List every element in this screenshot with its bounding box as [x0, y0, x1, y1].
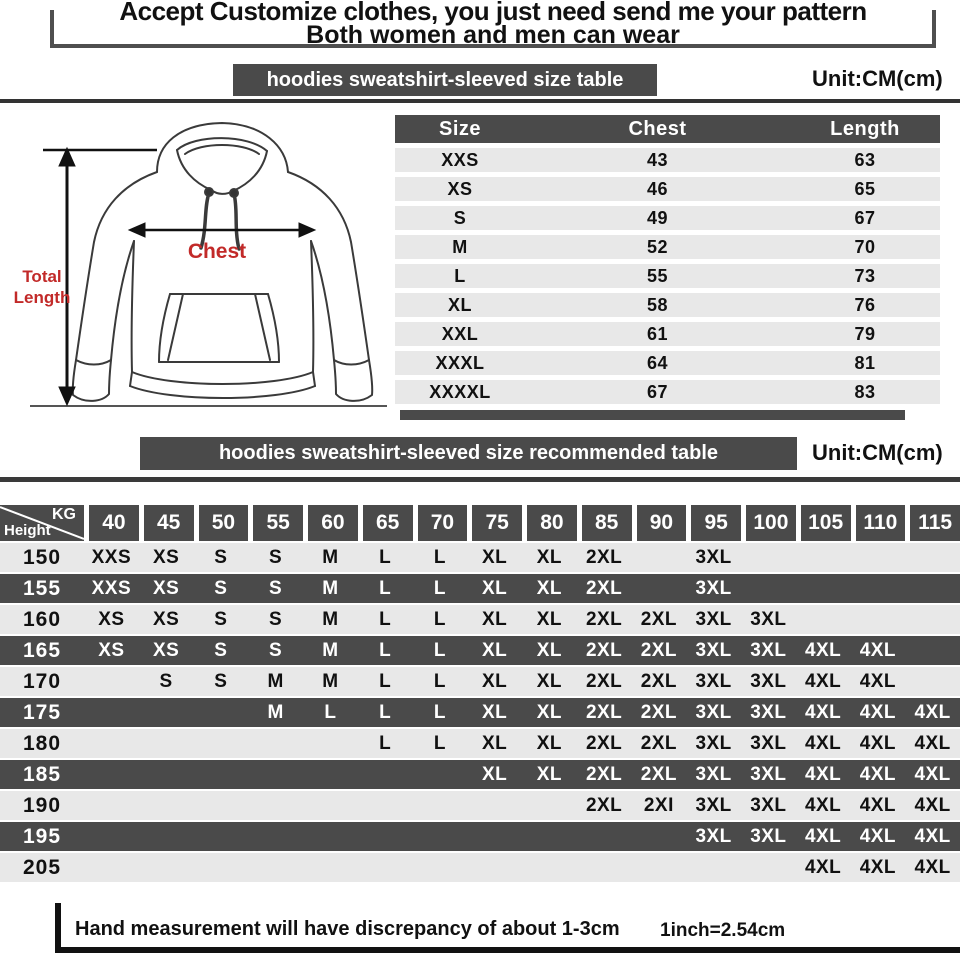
matrix-row — [0, 760, 960, 789]
matrix-row — [0, 574, 960, 603]
total-length-label-line1: Total — [22, 267, 62, 286]
matrix-size-cell: 2XL — [585, 763, 623, 785]
matrix-size-cell: S — [214, 670, 228, 692]
matrix-height-cell: 160 — [22, 607, 62, 631]
chest-label: Chest — [187, 240, 247, 263]
matrix-size-cell: 4XL — [914, 701, 951, 723]
size-table-cell-size: XXXL — [435, 352, 485, 373]
matrix-size-cell: XL — [481, 732, 508, 754]
matrix-size-cell: L — [379, 670, 392, 692]
matrix-size-cell: XS — [152, 546, 180, 568]
matrix-size-cell: 2XL — [585, 732, 623, 754]
size-table-cell-chest: 55 — [646, 265, 669, 286]
size-table-row — [395, 235, 940, 259]
matrix-size-cell: 4XL — [804, 763, 842, 785]
matrix-size-cell: M — [322, 670, 339, 692]
matrix-size-cell: 4XL — [804, 732, 842, 754]
size-table-cell-size: L — [454, 265, 466, 286]
matrix-size-cell: XL — [481, 670, 508, 692]
matrix-size-cell: L — [433, 546, 446, 568]
matrix-height-cell: 155 — [22, 576, 62, 600]
matrix-size-cell: M — [322, 546, 339, 568]
matrix-height-cell: 165 — [22, 638, 62, 662]
matrix-size-cell: 3XL — [695, 763, 732, 785]
matrix-size-cell: 4XL — [859, 670, 897, 692]
size-table-header-row — [395, 115, 940, 143]
matrix-size-cell: 3XL — [695, 701, 732, 723]
matrix-size-cell: 3XL — [750, 670, 787, 692]
matrix-size-cell: 3XL — [695, 794, 732, 816]
matrix-size-cell: L — [379, 701, 392, 723]
matrix-weight-header-cell: 60 — [308, 505, 358, 541]
matrix-size-cell: 4XL — [859, 825, 897, 847]
size-table-cell-size: XS — [447, 178, 473, 199]
matrix-size-cell: 4XL — [859, 763, 897, 785]
size-table-cell-size: S — [453, 207, 467, 228]
size-table-footer-bar — [400, 410, 905, 420]
matrix-size-cell: S — [269, 577, 283, 599]
matrix-weight-header-cell: 70 — [418, 505, 468, 541]
matrix-size-cell: XL — [536, 639, 563, 661]
matrix-size-cell: 2XL — [585, 639, 623, 661]
matrix-size-cell: 4XL — [914, 763, 951, 785]
size-table-cell-length: 70 — [854, 236, 876, 257]
matrix-row — [0, 791, 960, 820]
matrix-row — [0, 667, 960, 696]
matrix-size-cell: L — [433, 732, 446, 754]
chest-arrow — [129, 223, 315, 237]
matrix-size-cell: 2XL — [585, 701, 623, 723]
matrix-size-cell: L — [433, 577, 446, 599]
matrix-weight-header-cell: 105 — [801, 505, 851, 541]
matrix-size-cell: L — [379, 732, 392, 754]
matrix-size-cell: 2XL — [640, 608, 678, 630]
size-table-row — [395, 322, 940, 346]
size-table-title-bar: hoodies sweatshirt-sleeved size table — [233, 64, 657, 96]
matrix-weight-header-cell: 40 — [89, 505, 139, 541]
matrix-size-cell: L — [433, 670, 446, 692]
matrix-size-cell: 3XL — [695, 639, 732, 661]
matrix-size-cell: 4XL — [914, 856, 951, 878]
size-table-header-size: Size — [438, 117, 482, 140]
matrix-size-cell: XL — [481, 763, 508, 785]
matrix-weight-header-cell: 85 — [582, 505, 632, 541]
matrix-size-cell: XS — [152, 639, 180, 661]
size-table-row — [395, 148, 940, 172]
matrix-size-cell: 4XL — [859, 794, 897, 816]
matrix-size-cell: 2XL — [640, 763, 678, 785]
matrix-size-cell: 2XL — [640, 670, 678, 692]
matrix-size-cell: 3XL — [695, 825, 732, 847]
matrix-size-cell: 4XL — [859, 732, 897, 754]
size-table-cell-chest: 58 — [646, 294, 669, 315]
size-table-cell-length: 83 — [854, 381, 876, 402]
size-table-cell-length: 76 — [854, 294, 876, 315]
matrix-size-cell: L — [433, 701, 446, 723]
matrix-size-cell: 2XL — [640, 639, 678, 661]
matrix-size-cell: XL — [536, 732, 563, 754]
size-table-row — [395, 177, 940, 201]
size-table-row — [395, 264, 940, 288]
matrix-size-cell: L — [433, 608, 446, 630]
matrix-weight-header-cell: 110 — [856, 505, 906, 541]
matrix-size-cell: XL — [481, 701, 508, 723]
matrix-row — [0, 605, 960, 634]
matrix-size-cell: 3XL — [750, 608, 787, 630]
banner-line-1: Accept Customize clothes, you just need send me your pattern — [119, 0, 867, 26]
matrix-size-cell: XXS — [91, 577, 132, 599]
matrix-weight-header-cell: 115 — [910, 505, 960, 541]
matrix-size-cell: L — [379, 546, 392, 568]
size-table-cell-length: 63 — [854, 149, 876, 170]
matrix-size-cell: 3XL — [750, 639, 787, 661]
matrix-height-cell: 175 — [22, 700, 62, 724]
divider-line-2 — [0, 477, 960, 482]
matrix-size-cell: 4XL — [859, 701, 897, 723]
footer-conversion: 1inch=2.54cm — [660, 920, 786, 941]
size-table-row — [395, 206, 940, 230]
matrix-row — [0, 698, 960, 727]
size-table-cell-length: 73 — [854, 265, 876, 286]
matrix-weight-header-cell: 100 — [746, 505, 796, 541]
matrix-weight-header-cell: 95 — [691, 505, 741, 541]
matrix-size-cell: 2XL — [585, 670, 623, 692]
matrix-size-cell: M — [267, 670, 284, 692]
size-table-row — [395, 293, 940, 317]
matrix-size-cell: 2XL — [640, 732, 678, 754]
matrix-size-cell: L — [433, 639, 446, 661]
matrix-size-cell: XL — [536, 608, 563, 630]
matrix-size-cell: L — [324, 701, 337, 723]
divider-line-1 — [0, 99, 960, 103]
size-table-cell-chest: 67 — [646, 381, 669, 402]
size-table-row — [395, 380, 940, 404]
size-table-cell-chest: 52 — [646, 236, 669, 257]
recommended-table-title-bar: hoodies sweatshirt-sleeved size recommended table — [140, 437, 797, 470]
matrix-corner-cell — [0, 505, 84, 541]
matrix-size-cell: S — [214, 608, 228, 630]
matrix-size-cell: 4XL — [914, 732, 951, 754]
matrix-size-cell: 4XL — [914, 794, 951, 816]
matrix-size-cell: S — [269, 639, 283, 661]
matrix-height-cell: 195 — [22, 824, 62, 848]
matrix-size-cell: XS — [152, 608, 180, 630]
size-table-cell-chest: 64 — [646, 352, 669, 373]
matrix-row — [0, 729, 960, 758]
matrix-size-cell: 4XL — [914, 825, 951, 847]
matrix-body — [0, 543, 960, 882]
matrix-weight-header-cell: 65 — [363, 505, 413, 541]
matrix-size-cell: M — [322, 639, 339, 661]
banner-line-2: Both women and men can wear — [306, 21, 680, 49]
matrix-row — [0, 543, 960, 572]
matrix-weight-header-cell: 55 — [253, 505, 303, 541]
matrix-size-cell: XS — [98, 608, 125, 630]
matrix-height-cell: 150 — [22, 545, 62, 569]
matrix-row — [0, 636, 960, 665]
matrix-size-cell: 4XL — [859, 639, 897, 661]
size-table-cell-size: XXXXL — [429, 381, 491, 402]
matrix-size-cell: XL — [481, 608, 508, 630]
matrix-size-cell: 3XL — [750, 825, 787, 847]
footer-note: Hand measurement will have discrepancy of about 1-3cm — [75, 918, 620, 940]
matrix-size-cell: XL — [481, 639, 508, 661]
recommended-size-matrix — [0, 505, 960, 882]
matrix-size-cell: 3XL — [695, 670, 732, 692]
matrix-size-cell: 3XL — [750, 701, 787, 723]
matrix-weight-header-cell: 80 — [527, 505, 577, 541]
matrix-size-cell: 3XL — [750, 794, 787, 816]
matrix-size-cell: 4XL — [804, 794, 842, 816]
matrix-size-cell: XL — [536, 546, 563, 568]
matrix-size-cell: 4XL — [804, 701, 842, 723]
matrix-size-cell: 4XL — [859, 856, 897, 878]
matrix-size-cell: 4XL — [804, 856, 842, 878]
matrix-size-cell: 3XL — [695, 732, 732, 754]
matrix-size-cell: S — [214, 639, 228, 661]
matrix-size-cell: S — [214, 546, 228, 568]
matrix-size-cell: 2XL — [640, 701, 678, 723]
matrix-size-cell: XL — [536, 701, 563, 723]
matrix-row — [0, 822, 960, 851]
size-table-header-chest: Chest — [628, 117, 687, 140]
matrix-size-cell: 3XL — [750, 732, 787, 754]
size-table-cell-chest: 43 — [646, 149, 669, 170]
size-table-body — [395, 148, 940, 404]
matrix-size-cell: 3XL — [695, 577, 732, 599]
size-table — [395, 115, 940, 420]
size-table-cell-length: 81 — [854, 352, 876, 373]
size-table-cell-length: 67 — [854, 207, 876, 228]
matrix-size-cell: 3XL — [695, 608, 732, 630]
matrix-height-cell: 180 — [22, 731, 62, 755]
matrix-size-cell: XL — [481, 577, 508, 599]
matrix-size-cell: L — [379, 639, 392, 661]
matrix-height-cell: 185 — [22, 762, 62, 786]
corner-kg-label: KG — [52, 506, 76, 523]
matrix-header-row — [0, 505, 960, 541]
matrix-size-cell: S — [214, 577, 228, 599]
size-table-cell-chest: 49 — [646, 207, 669, 228]
matrix-size-cell: M — [322, 608, 339, 630]
matrix-size-cell: XL — [481, 546, 508, 568]
matrix-weight-header-cell: 45 — [144, 505, 194, 541]
matrix-size-cell: XL — [536, 670, 563, 692]
size-table-cell-length: 79 — [854, 323, 876, 344]
matrix-size-cell: 2XL — [585, 577, 623, 599]
size-table-cell-size: XXL — [441, 323, 479, 344]
matrix-size-cell: S — [159, 670, 173, 692]
matrix-size-cell: XL — [536, 577, 563, 599]
total-length-label-line2: Length — [13, 288, 71, 307]
size-table-cell-chest: 61 — [646, 323, 669, 344]
matrix-size-cell: XL — [536, 763, 563, 785]
matrix-size-cell: M — [322, 577, 339, 599]
hoodie-diagram — [5, 110, 390, 430]
matrix-size-cell: XS — [98, 639, 125, 661]
matrix-size-cell: M — [267, 701, 284, 723]
size-table-cell-length: 65 — [854, 178, 876, 199]
size-table-header-length: Length — [830, 117, 900, 140]
matrix-size-cell: 2XI — [643, 794, 674, 816]
matrix-size-cell: 3XL — [750, 763, 787, 785]
matrix-height-cell: 190 — [22, 793, 62, 817]
matrix-size-cell: 3XL — [695, 546, 732, 568]
matrix-size-cell: XS — [152, 577, 180, 599]
size-table-row — [395, 351, 940, 375]
matrix-weight-header-cell: 50 — [199, 505, 249, 541]
matrix-size-cell: L — [379, 577, 392, 599]
matrix-size-cell: 2XL — [585, 794, 623, 816]
matrix-size-cell: L — [379, 608, 392, 630]
matrix-weight-header-cell: 75 — [472, 505, 522, 541]
matrix-size-cell: 2XL — [585, 546, 623, 568]
size-table-cell-size: XXS — [441, 149, 479, 170]
matrix-height-cell: 170 — [22, 669, 62, 693]
unit-label-1: Unit:CM(cm) — [812, 66, 943, 91]
unit-label-2: Unit:CM(cm) — [812, 440, 943, 465]
matrix-size-cell: 4XL — [804, 825, 842, 847]
matrix-size-cell: 4XL — [804, 670, 842, 692]
matrix-size-cell: S — [269, 546, 283, 568]
size-table-cell-size: XL — [447, 294, 472, 315]
matrix-size-cell: XXS — [91, 546, 132, 568]
size-table-cell-chest: 46 — [646, 178, 669, 199]
matrix-weight-header-cell: 90 — [637, 505, 687, 541]
matrix-height-cell: 205 — [22, 855, 62, 879]
matrix-size-cell: S — [269, 608, 283, 630]
matrix-row — [0, 853, 960, 882]
matrix-size-cell: 4XL — [804, 639, 842, 661]
corner-height-label: Height — [4, 522, 51, 539]
matrix-size-cell: 2XL — [585, 608, 623, 630]
size-table-cell-size: M — [452, 236, 468, 257]
